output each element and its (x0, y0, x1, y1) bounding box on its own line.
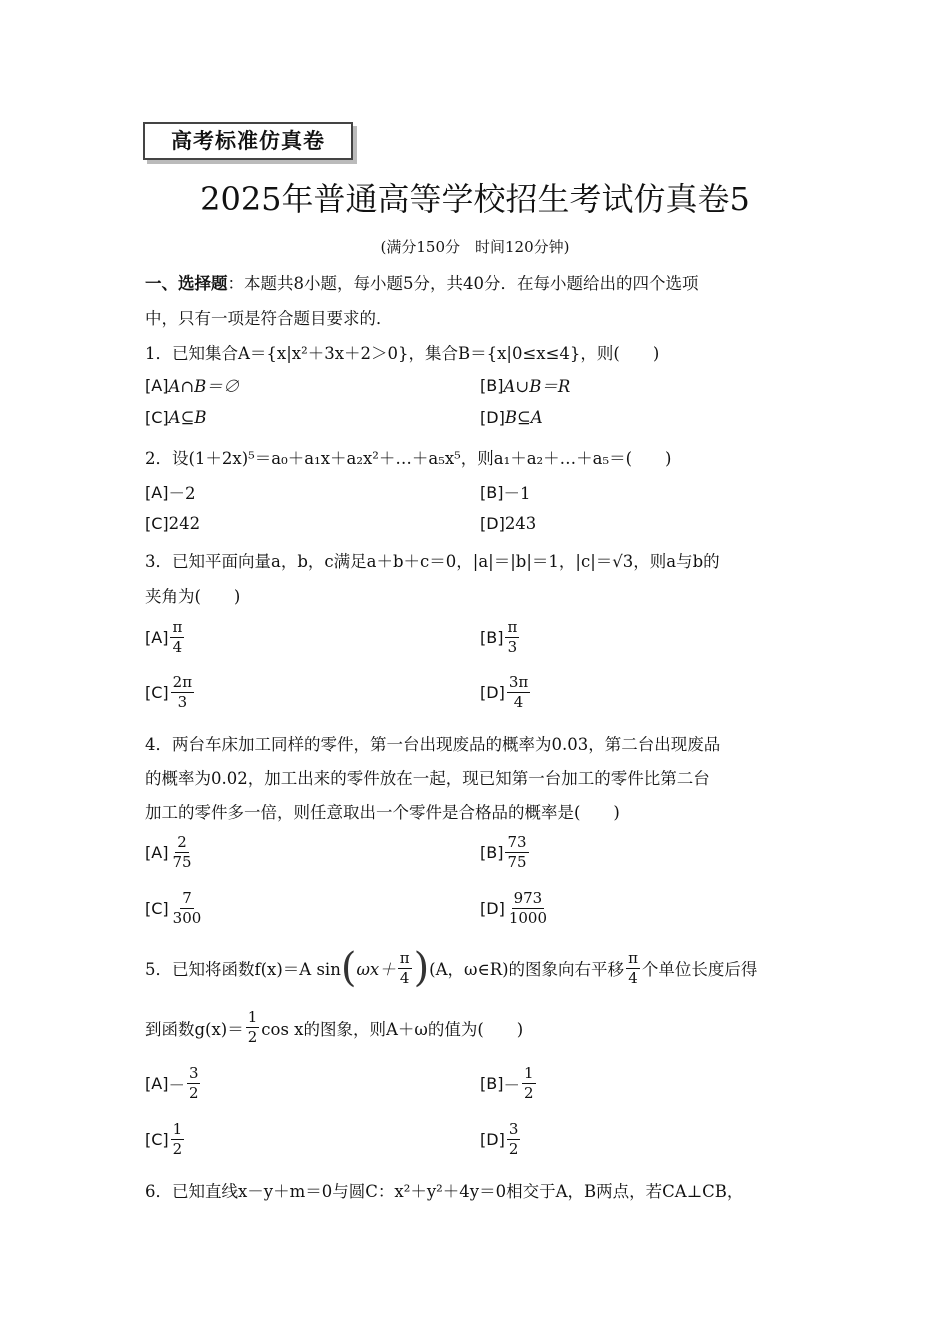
question-5-stem-line1: 5．已知将函数f(x)＝A sin ( ωx＋ $\frac{\pi}{4}$ ) (A，ω∈R)的图象向右平移 $\frac{\pi}{4}$ 个单位长度后得 (145, 945, 758, 991)
q2-option-a: [A] －2 (145, 482, 196, 503)
exam-type-tag: 高考标准仿真卷 (143, 122, 353, 160)
fraction: $\frac{3}{2}$ (508, 1120, 519, 1158)
q4-option-d: [D] $\frac{973}{1000}$ (480, 889, 547, 927)
q5-option-a: [A] － $\frac{3}{2}$ (145, 1064, 199, 1102)
fraction: $\frac{\pi}{4}$ (399, 948, 410, 987)
q3-option-d: [D] $\frac{3\pi}{4}$ (480, 673, 529, 711)
fraction: $\frac{2}{75}$ (172, 833, 192, 871)
q4-option-c: [C] $\frac{7}{300}$ (145, 889, 202, 927)
fraction: $\frac{1}{2}$ (247, 1008, 258, 1046)
fraction: $\frac{7}{300}$ (172, 889, 202, 927)
question-4-stem-line2: 的概率为0.02，加工出来的零件放在一起，现已知第一台加工的零件比第二台 (145, 769, 710, 788)
fraction: $\frac{\pi}{4}$ (628, 948, 638, 987)
question-6-stem: 6．已知直线x－y＋m＝0与圆C：x²＋y²＋4y＝0相交于A，B两点，若CA⊥CB， (145, 1182, 744, 1201)
q4-option-a: [A] $\frac{2}{75}$ (145, 833, 192, 871)
question-5-stem-line2: 到函数g(x)＝ $\frac{1}{2}$ cos x的图象，则A＋ω的值为( ) (145, 1008, 524, 1046)
q3-option-c: [C] $\frac{2\pi}{3}$ (145, 673, 193, 711)
q1-option-a: [A] A∩B＝∅ (145, 375, 240, 396)
question-3-stem-line2: 夹角为( ) (145, 587, 241, 606)
fraction: $\frac{2\pi}{3}$ (172, 673, 193, 711)
exam-info: (满分150分 时间120分钟) (380, 238, 570, 256)
q2-option-d: [D] 243 (480, 514, 537, 533)
question-1-stem: 1．已知集合A＝{x|x²＋3x＋2＞0}，集合B＝{x|0≤x≤4}，则( ) (145, 344, 660, 363)
q1-option-d: [D] B⊆A (480, 408, 543, 427)
question-4-stem-line1: 4．两台车床加工同样的零件，第一台出现废品的概率为0.03，第二台出现废品 (145, 735, 721, 754)
section-intro-line1: 一、选择题：本题共8小题，每小题5分，共40分．在每小题给出的四个选项 (145, 274, 699, 293)
section-heading: 一、选择题 (145, 274, 228, 293)
q3-option-b: [B] $\frac{\pi}{3}$ (480, 618, 518, 656)
fraction: $\frac{\pi}{4}$ (172, 618, 183, 656)
question-3-stem-line1: 3．已知平面向量a，b，c满足a＋b＋c＝0，|a|＝|b|＝1，|c|＝√3，则a与b的 (145, 552, 720, 571)
fraction: $\frac{1}{2}$ (523, 1064, 534, 1102)
q5-option-d: [D] $\frac{3}{2}$ (480, 1120, 519, 1158)
fraction: $\frac{\pi}{3}$ (507, 618, 518, 656)
q5-option-c: [C] $\frac{1}{2}$ (145, 1120, 183, 1158)
q4-option-b: [B] $\frac{73}{75}$ (480, 833, 527, 871)
fraction: $\frac{1}{2}$ (172, 1120, 183, 1158)
fraction: $\frac{3\pi}{4}$ (508, 673, 529, 711)
section-intro-line2: 中，只有一项是符合题目要求的． (145, 309, 393, 328)
q2-option-b: [B] －1 (480, 482, 531, 503)
question-2-stem: 2．设(1＋2x)⁵＝a₀＋a₁x＋a₂x²＋…＋a₅x⁵，则a₁＋a₂＋…＋a₅＝( ) (145, 449, 672, 468)
page-title: 2025年普通高等学校招生考试仿真卷5 (200, 180, 750, 218)
fraction: $\frac{973}{1000}$ (508, 889, 547, 927)
fraction: $\frac{73}{75}$ (507, 833, 527, 871)
q1-option-c: [C] A⊆B (145, 408, 207, 427)
q2-option-c: [C] 242 (145, 514, 201, 533)
q1-option-b: [B] A∪B＝R (480, 375, 571, 396)
question-4-stem-line3: 加工的零件多一倍，则任意取出一个零件是合格品的概率是( ) (145, 803, 620, 822)
fraction: $\frac{3}{2}$ (188, 1064, 199, 1102)
q5-option-b: [B] － $\frac{1}{2}$ (480, 1064, 534, 1102)
q3-option-a: [A] $\frac{\pi}{4}$ (145, 618, 183, 656)
